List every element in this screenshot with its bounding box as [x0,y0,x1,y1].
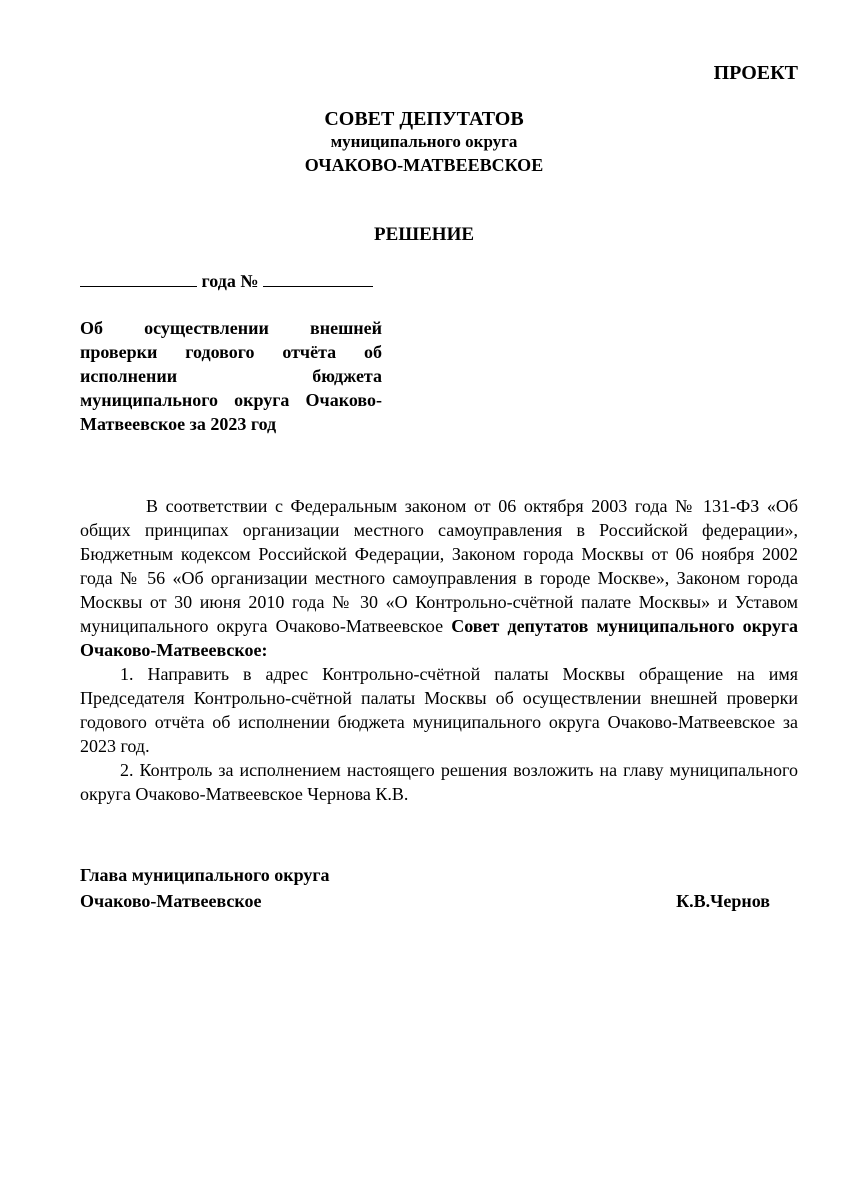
decision-item-2: 2. Контроль за исполнением настоящего решения возложить на главу муниципального округа Очаково-Матвеевское Чернова К.В. [80,760,798,804]
decision-title: РЕШЕНИЕ [373,224,475,245]
date-line-text: года № [201,271,259,291]
decision-subject: Об осуществлении внешней проверки годового отчёта об исполнении бюджета муниципального округа Очаково-Матвеевское за 2023 год [80,318,382,434]
signature-name: К.В.Чернов [676,891,770,911]
number-blank [263,268,373,287]
preamble-bold-tail: Совет депутатов муниципального округа Очаково-Матвеевское: [80,616,798,660]
signature-block [80,862,770,914]
preamble-text: В соответствии с Федеральным законом от 06 октября 2003 года № 131-ФЗ «Об общих принципах организации местного самоуправления в Российской федерации», Бюджетным кодексом Российской Федерации, Законом города Москвы от 06 ноября 2002 года № 56 «Об организации местного самоуправления в городе Москве», Законом города Москвы от 30 июня 2010 года № 30 «О Контрольно-счётной палате Москвы» и Уставом муниципального округа Очаково-Матвеевское [80,496,798,636]
draft-mark: ПРОЕКТ [713,62,798,84]
signature-position-line1: Глава муниципального округа [80,865,330,885]
decision-item-1: 1. Направить в адрес Контрольно-счётной палаты Москвы обращение на имя Председателя Контрольно-счётной палаты Москвы об осуществлении внешней проверки годового отчёта об исполнении бюджета муниципального округа Очаково-Матвеевское за 2023 год. [80,664,798,756]
header-municipality-type: муниципального округа [330,132,518,151]
date-number-line [80,268,373,292]
signature-row [80,888,770,914]
signature-position-line2: Очаково-Матвеевское [80,891,262,911]
document-header [0,108,848,176]
header-organization: СОВЕТ ДЕПУТАТОВ [324,108,524,130]
header-municipality-name: ОЧАКОВО-МАТВЕЕВСКОЕ [304,155,544,175]
preamble-paragraph [80,494,798,662]
date-blank [80,268,197,287]
decision-body [80,494,798,806]
